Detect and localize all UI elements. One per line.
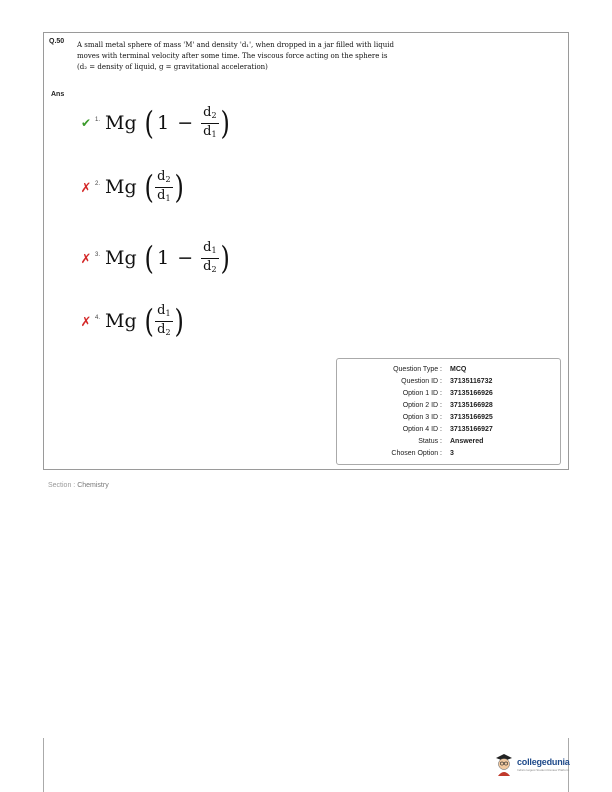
- question-note: (d₂ = density of liquid, g = gravitational acceleration): [77, 63, 268, 71]
- option-2[interactable]: [79, 163, 185, 211]
- section-key: Section :: [48, 482, 78, 489]
- option-number: 4.: [95, 315, 101, 321]
- cross-icon: ✗: [80, 250, 92, 266]
- option-3[interactable]: [79, 234, 231, 282]
- collegedunia-logo: [494, 752, 570, 776]
- meta-row: Question Type : MCQ: [393, 366, 467, 373]
- formula-mg: Mg: [105, 112, 137, 134]
- right-paren: ): [220, 239, 230, 277]
- meta-row: Option 3 ID : 37135166925: [402, 414, 493, 421]
- formula-one: 1: [157, 112, 170, 134]
- fraction-numerator: $d_2$: [201, 105, 218, 124]
- meta-row: Option 2 ID : 37135166928: [402, 402, 493, 409]
- fraction-denominator: $d_1$: [203, 123, 217, 139]
- meta-row: Option 1 ID : 37135166926: [402, 390, 493, 397]
- logo-text: [517, 757, 570, 772]
- option-formula: [105, 303, 185, 340]
- check-icon: ✔: [80, 116, 92, 130]
- question-meta-box: [336, 358, 561, 465]
- mascot-icon: [494, 752, 514, 776]
- fraction-numerator: $d_1$: [155, 303, 172, 322]
- fraction-numerator: $d_2$: [155, 169, 172, 188]
- question-panel: [43, 32, 569, 470]
- option-number: 1.: [95, 117, 101, 123]
- option-number: 2.: [95, 181, 101, 187]
- formula-one: 1: [157, 247, 170, 269]
- fraction: [155, 169, 172, 206]
- formula-mg: Mg: [105, 247, 137, 269]
- question-number: Q.50: [49, 38, 65, 45]
- right-paren: ): [174, 168, 184, 206]
- fraction-denominator: $d_2$: [203, 258, 217, 274]
- page-rule-left: [43, 738, 44, 792]
- section-value: Chemistry: [77, 482, 109, 489]
- meta-row: Option 4 ID : 37135166927: [402, 426, 493, 433]
- fraction-denominator: $d_1$: [157, 187, 171, 203]
- formula-minus: −: [177, 247, 194, 269]
- formula-minus: −: [177, 112, 194, 134]
- option-4[interactable]: [79, 297, 185, 345]
- fraction: [155, 303, 172, 340]
- fraction-numerator: $d_1$: [201, 240, 218, 259]
- fraction: [201, 240, 218, 277]
- option-number: 3.: [95, 252, 101, 258]
- question-body: A small metal sphere of mass 'M' and density 'd₁', when dropped in a jar filled with liquid moves with terminal velocity after some time. The viscous force acting on the sphere is: [77, 41, 394, 60]
- left-paren: (: [144, 239, 154, 277]
- option-formula: [105, 169, 185, 206]
- right-paren: ): [220, 104, 230, 142]
- logo-tagline: India's largest Student Review Platform: [517, 767, 570, 772]
- option-1[interactable]: [79, 99, 231, 147]
- question-text: [77, 40, 417, 73]
- logo-name: collegedunia: [517, 756, 570, 767]
- option-formula: [105, 105, 231, 142]
- option-formula: [105, 240, 231, 277]
- cross-icon: ✗: [80, 179, 92, 195]
- left-paren: (: [144, 168, 154, 206]
- section-label: [48, 482, 109, 489]
- fraction-denominator: $d_2$: [157, 321, 171, 337]
- formula-mg: Mg: [105, 310, 137, 332]
- left-paren: (: [144, 104, 154, 142]
- meta-row: Question ID : 37135116732: [401, 378, 493, 385]
- fraction: [201, 105, 218, 142]
- cross-icon: ✗: [80, 313, 92, 329]
- formula-mg: Mg: [105, 176, 137, 198]
- meta-row: Status : Answered: [418, 438, 484, 445]
- left-paren: (: [144, 302, 154, 340]
- meta-row: Chosen Option : 3: [391, 450, 454, 457]
- right-paren: ): [174, 302, 184, 340]
- answers-label: Ans: [51, 91, 65, 98]
